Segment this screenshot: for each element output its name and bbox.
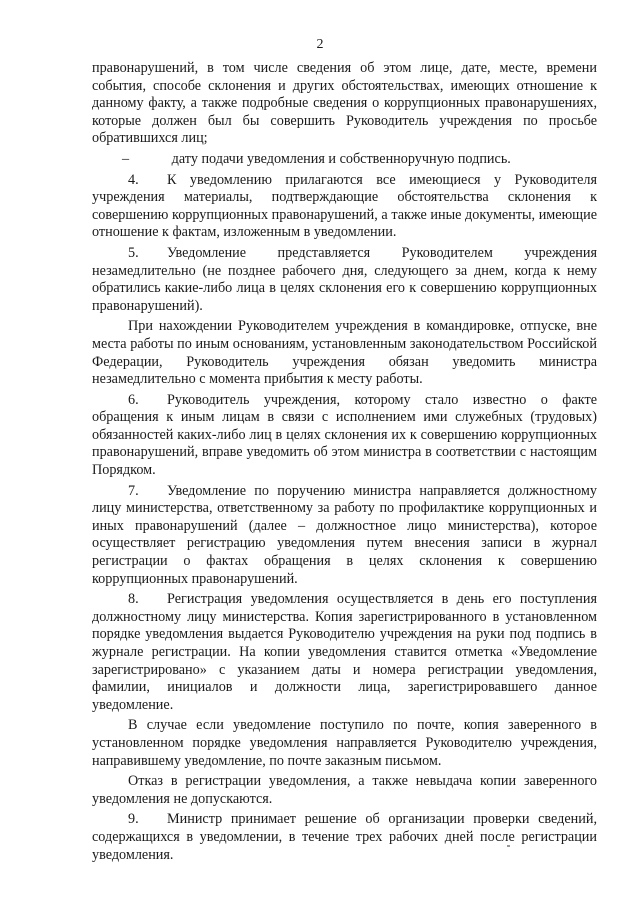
paragraph-business-trip: При нахождении Руководителем учреждения в командировке, отпуске, вне места работы по иным основаниям, установленным законодательством Российской Федерации, Руководитель учреждения обязан уведомить министра незамедлительно с момента прибытия к месту работы. (92, 318, 597, 388)
paragraph-item-8: 8. Регистрация уведомления осуществляется в день его поступления должностному лицу министерства. Копия зарегистрированного в установленном порядке уведомления выдается Руководителю учреждения на руки под подпись в журнале регистрации. На копии уведомления ставится отметка «Уведомление зарегистрировано» с указанием даты и номера регистрации уведомления, фамилии, инициалов и должности лица, зарегистрировавшего данное уведомление. (92, 591, 597, 713)
paragraph-item-7: 7. Уведомление по поручению министра направляется должностному лицу министерства, ответственному за работу по профилактике коррупционных и иных правонарушений (далее – должностное лицо министерства), которое осуществляет регистрацию уведомления путем внесения записи в журнал регистрации о фактах обращения в целях склонения к совершению коррупционных правонарушений. (92, 482, 597, 587)
paragraph-item-6: 6. Руководитель учреждения, которому стало известно о факте обращения к иным лицам в связи с исполнением ими служебных (трудовых) обязанностей каких-либо лиц в целях склонения их к совершению коррупционных правонарушений, вправе уведомить об этом министра в соответствии с настоящим Порядком. (92, 391, 597, 479)
document-body (92, 60, 597, 867)
paragraph-dash-item: – дату подачи уведомления и собственноручную подпись. (122, 150, 511, 167)
paragraph-item-5: 5. Уведомление представляется Руководителем учреждения незамедлительно (не позднее рабочего дня, следующего за днем, когда к нему обратились какие-либо лица в целях склонения его к совершению коррупционных правонарушений). (92, 244, 597, 314)
paragraph-continuation: правонарушений, в том числе сведения об этом лице, дате, месте, времени события, способе склонения и других обстоятельствах, имеющих отношение к данному факту, а также подробные сведения о коррупционных правонарушениях, которые должен был бы совершить Руководитель учреждения по просьбе обратившихся лиц; (92, 60, 597, 147)
scan-speck (507, 845, 510, 847)
paragraph-item-4: 4. К уведомлению прилагаются все имеющиеся у Руководителя учреждения материалы, подтверждающие обстоятельства склонения к совершению коррупционных правонарушений, а также иные документы, имеющие отношение к фактам, изложенным в уведомлении. (92, 171, 597, 241)
page-number: 2 (316, 37, 324, 52)
paragraph-refusal: Отказ в регистрации уведомления, а также невыдача копии заверенного уведомления не допускаются. (92, 773, 597, 807)
paragraph-item-9: 9. Министр принимает решение об организации проверки сведений, содержащихся в уведомлении, в течение трех рабочих дней после регистрации уведомления. (92, 811, 597, 863)
paragraph-postal-delivery: В случае если уведомление поступило по почте, копия заверенного в установленном порядке уведомления направляется Руководителю учреждения, направившему уведомление, по почте заказным письмом. (92, 717, 597, 769)
